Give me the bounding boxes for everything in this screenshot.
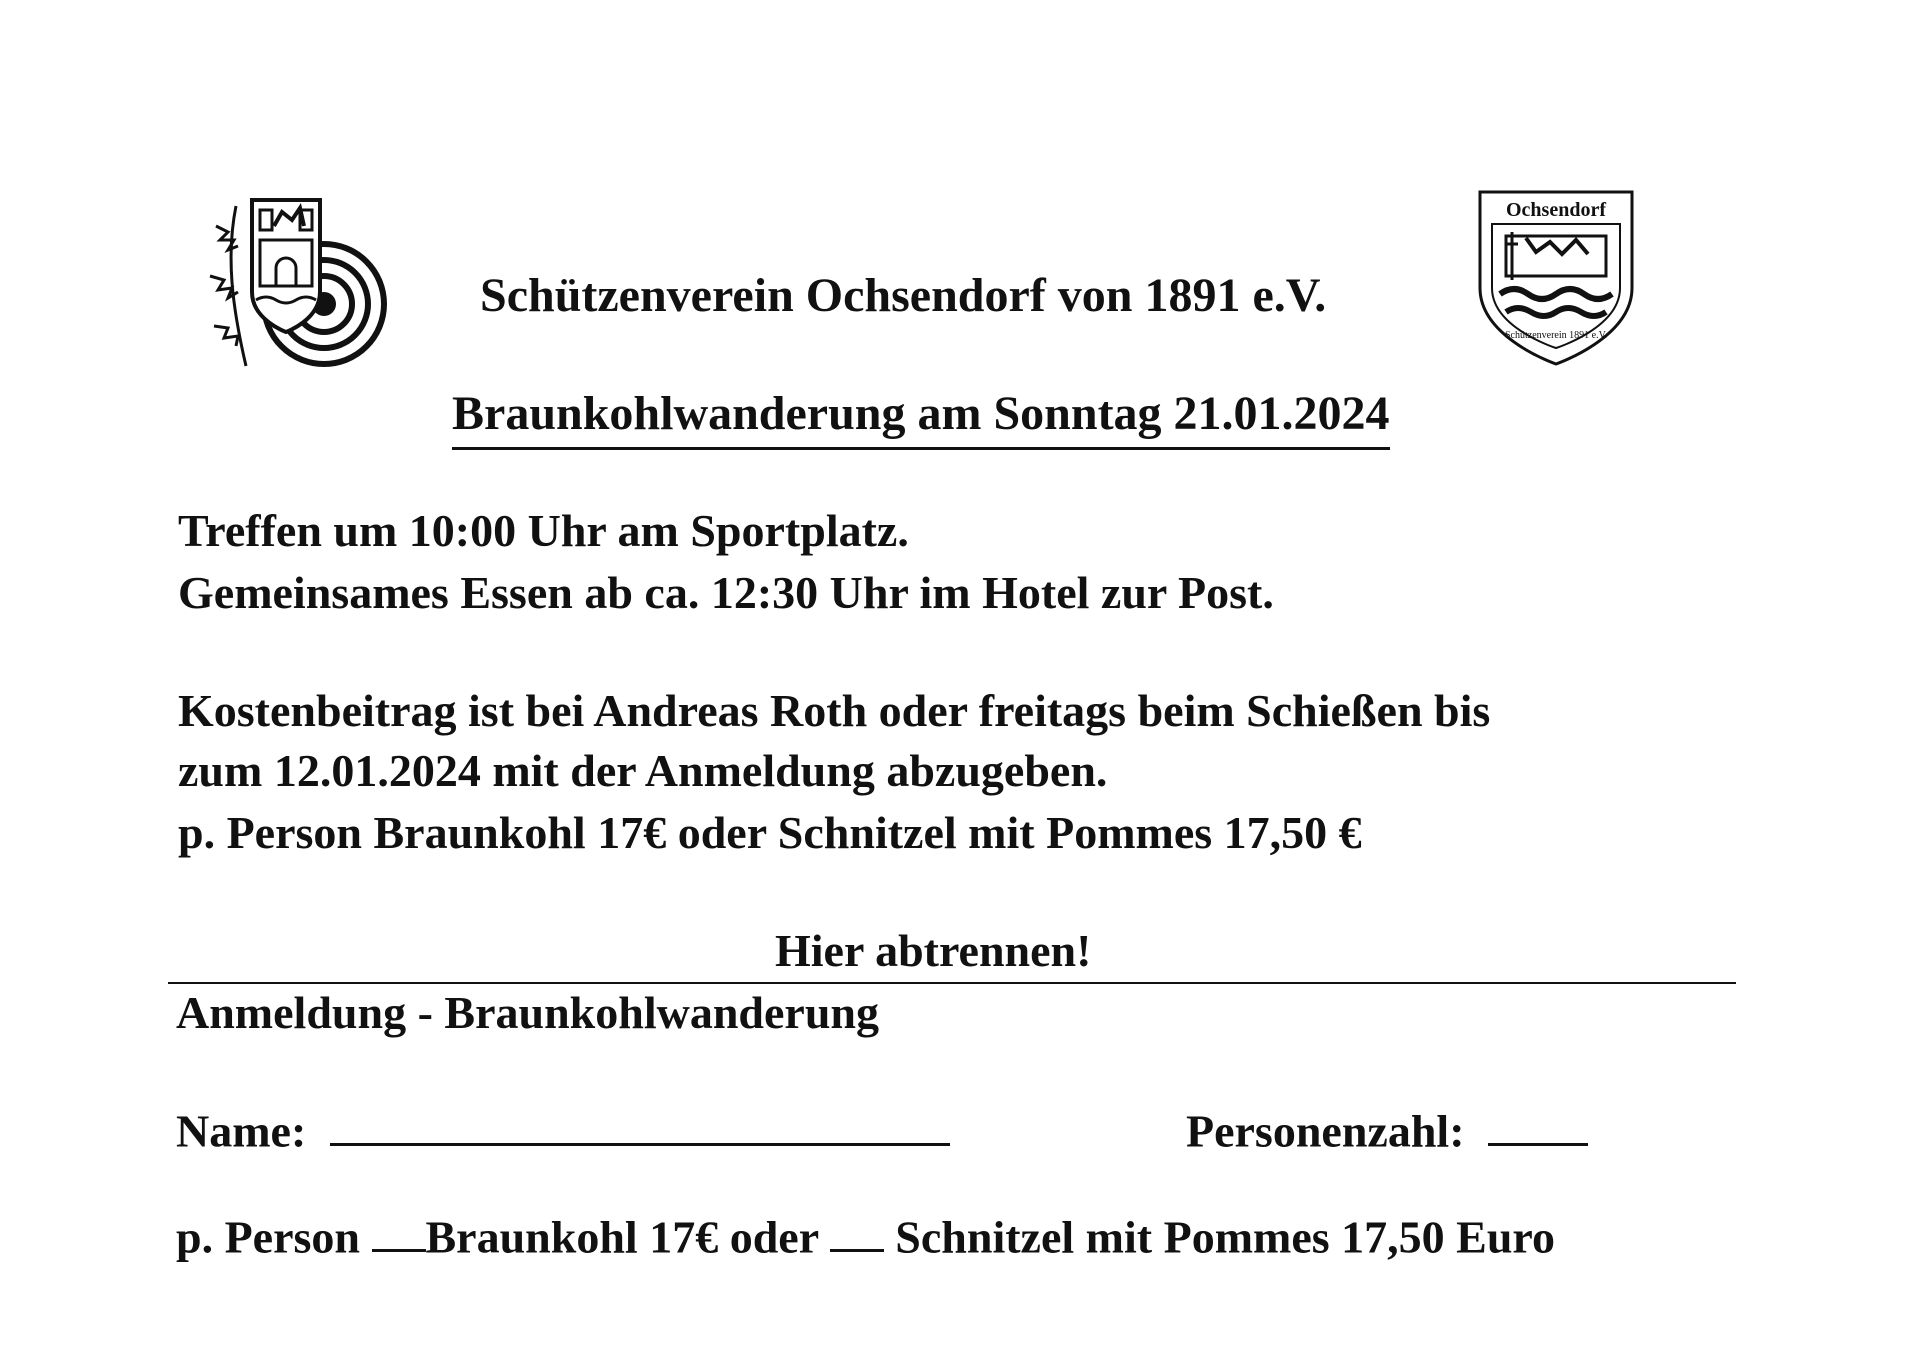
schnitzel-option-label: Schnitzel mit Pommes 17,50 Euro bbox=[883, 1211, 1555, 1263]
braunkohl-count-field[interactable] bbox=[372, 1208, 426, 1252]
detail-meeting: Treffen um 10:00 Uhr am Sportplatz. bbox=[178, 505, 909, 556]
name-field[interactable] bbox=[330, 1102, 950, 1146]
braunkohl-option-label: Braunkohl 17€ oder bbox=[425, 1211, 830, 1263]
detail-payment-1: Kostenbeitrag ist bei Andreas Roth oder freitags beim Schießen bis bbox=[178, 685, 1491, 736]
form-heading: Anmeldung - Braunkohlwanderung bbox=[176, 987, 879, 1038]
detail-payment-2: zum 12.01.2024 mit der Anmeldung abzugeben. bbox=[178, 745, 1108, 796]
club-crest-target-icon bbox=[196, 196, 396, 376]
logo-top-text: Ochsendorf bbox=[1506, 199, 1606, 221]
person-count-field[interactable] bbox=[1488, 1102, 1588, 1146]
schnitzel-count-field[interactable] bbox=[830, 1208, 884, 1252]
cut-line bbox=[168, 982, 1736, 984]
cut-here-label: Hier abtrennen! bbox=[775, 925, 1092, 976]
name-row bbox=[176, 1102, 950, 1157]
ochsendorf-coat-of-arms-icon bbox=[1476, 188, 1636, 368]
club-name: Schützenverein Ochsendorf von 1891 e.V. bbox=[480, 269, 1327, 322]
detail-prices: p. Person Braunkohl 17€ oder Schnitzel mit Pommes 17,50 € bbox=[178, 807, 1362, 858]
person-count-label: Personenzahl: bbox=[1186, 1105, 1465, 1157]
meal-choice-row bbox=[176, 1208, 1555, 1263]
meal-choice-prefix: p. Person bbox=[176, 1211, 372, 1263]
logo-bottom-text: Schützenverein 1891 e.V. bbox=[1504, 330, 1608, 341]
name-label: Name: bbox=[176, 1105, 307, 1157]
event-title: Braunkohlwanderung am Sonntag 21.01.2024 bbox=[452, 386, 1390, 450]
person-count-row bbox=[1186, 1102, 1588, 1157]
detail-meal: Gemeinsames Essen ab ca. 12:30 Uhr im Hotel zur Post. bbox=[178, 567, 1274, 618]
